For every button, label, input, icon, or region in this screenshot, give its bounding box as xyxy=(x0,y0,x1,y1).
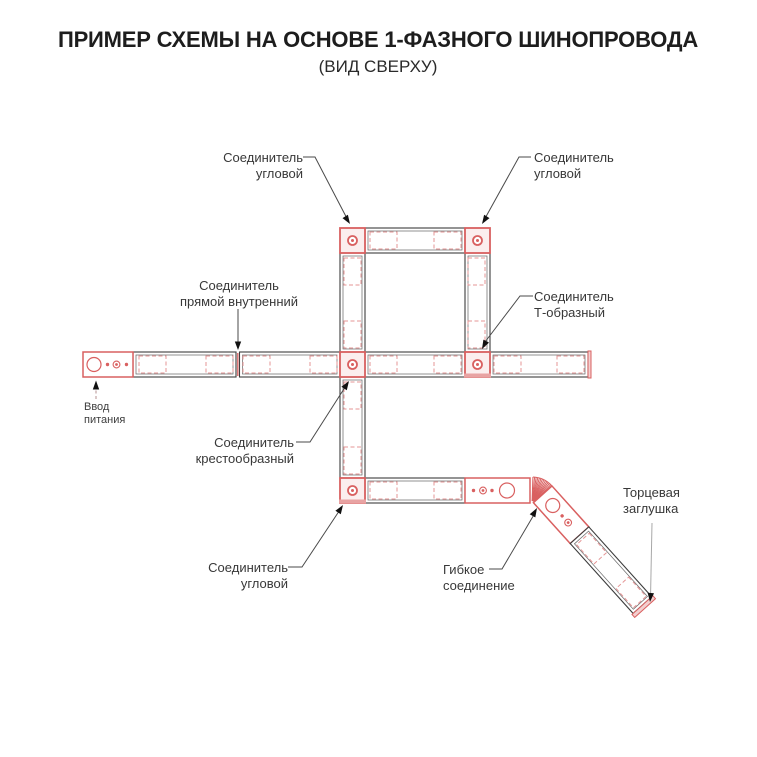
label-text: угловой xyxy=(534,166,582,181)
label-flexible xyxy=(443,562,515,593)
label-text: Гибкое xyxy=(443,562,485,577)
track-right-vertical xyxy=(465,253,490,352)
page-subtitle: (ВИД СВЕРХУ) xyxy=(318,57,438,76)
label-text: Соединитель xyxy=(223,150,303,165)
power-input-unit xyxy=(83,352,133,377)
label-corner-bottom xyxy=(208,560,288,591)
label-straight-internal xyxy=(180,278,298,309)
label-end-cap xyxy=(623,485,680,516)
label-text: соединение xyxy=(443,578,515,593)
label-text: Торцевая xyxy=(623,485,680,500)
label-t-shaped xyxy=(534,289,614,320)
label-text: заглушка xyxy=(623,501,679,516)
label-text: угловой xyxy=(240,576,288,591)
label-text: угловой xyxy=(255,166,303,181)
label-corner-top-left xyxy=(223,150,303,181)
label-corner-top-right xyxy=(534,150,614,181)
feed-segment xyxy=(465,478,530,503)
label-text: питания xyxy=(84,414,126,426)
page-title: ПРИМЕР СХЕМЫ НА ОСНОВЕ 1-ФАЗНОГО ШИНОПРОВОДА xyxy=(57,27,699,52)
label-text: Соединитель xyxy=(208,560,288,575)
track-right-end-cap xyxy=(588,351,591,378)
label-text: Ввод xyxy=(84,401,110,413)
label-text: крестообразный xyxy=(195,451,294,466)
label-text: Т-образный xyxy=(534,305,606,320)
label-text: прямой внутренний xyxy=(179,294,299,309)
label-text: Соединитель xyxy=(534,150,614,165)
title-block xyxy=(58,27,698,76)
label-text: Соединитель xyxy=(534,289,614,304)
label-text: Соединитель xyxy=(214,435,294,450)
label-text: Соединитель xyxy=(199,278,279,293)
label-power-input xyxy=(84,401,125,426)
track-diagonal xyxy=(570,527,651,614)
label-cross-shaped xyxy=(196,435,295,466)
